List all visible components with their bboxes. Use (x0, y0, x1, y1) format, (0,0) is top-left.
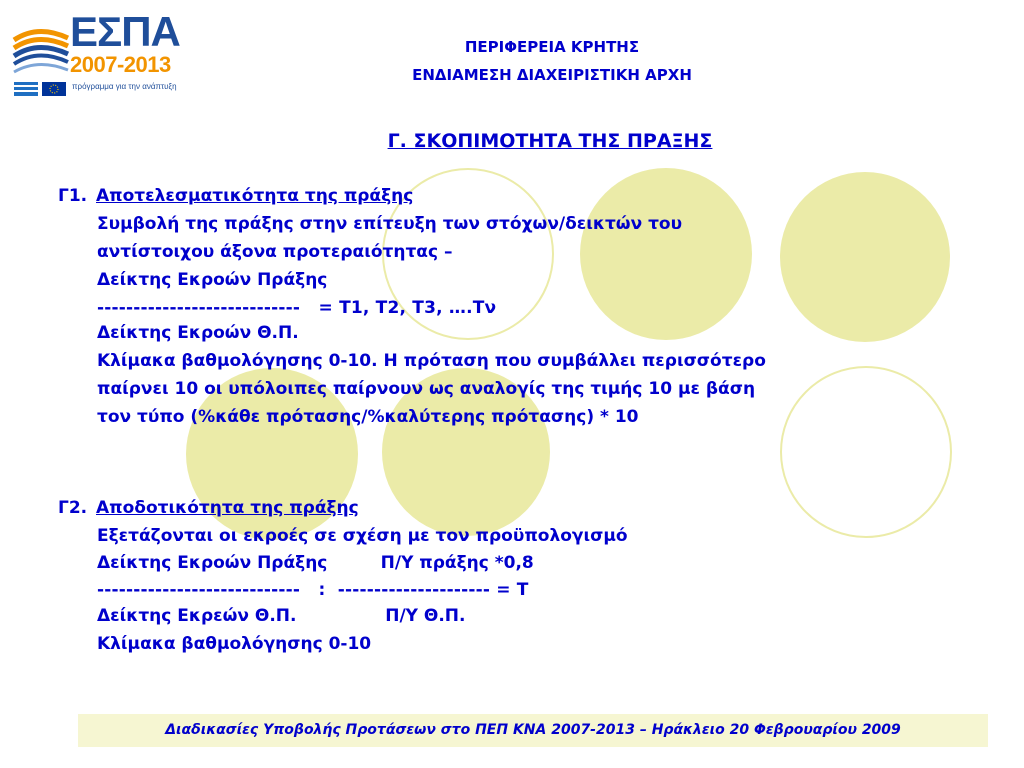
logo-name: ΕΣΠΑ (70, 8, 180, 55)
section2-line: Κλίμακα βαθμολόγησης 0-10 (97, 634, 372, 654)
footer-text: Διαδικασίες Υποβολής Προτάσεων στο ΠΕΠ ΚΝΑ 2007-2013 – Ηράκλειο 20 Φεβρουαρίου 2009 (165, 722, 901, 738)
decor-ring-bottom-right (780, 366, 952, 538)
section2-formula-line: ---------------------------- : --------------------- = Τ (97, 580, 529, 600)
section1-label: Γ1. (58, 186, 88, 206)
header-region: ΠΕΡΙΦΕΡΕΙΑ ΚΡΗΤΗΣ (464, 38, 640, 56)
section1-heading: Αποτελεσματικότητα της πράξης (96, 186, 414, 206)
section1-line: Δείκτης Εκροών Πράξης (97, 270, 328, 290)
section1-line: Συμβολή της πράξης στην επίτευξη των στόχων/δεικτών του (97, 214, 683, 234)
section1-formula-line: ---------------------------- = Τ1, Τ2, Τ3, ….Τν (97, 298, 497, 318)
section1-line: Κλίμακα βαθμολόγησης 0-10. Η πρόταση που συμβάλλει περισσότερο (97, 351, 766, 371)
header-authority: ΕΝΔΙΑΜΕΣΗ ΔΙΑΧΕΙΡΙΣΤΙΚΗ ΑΡΧΗ (412, 66, 692, 84)
section2-label: Γ2. (58, 498, 88, 518)
decor-circle-top-right (780, 172, 950, 342)
slide-title: Γ. ΣΚΟΠΙΜΟΤΗΤΑ ΤΗΣ ΠΡΑΞΗΣ (387, 130, 713, 152)
section2-heading: Αποδοτικότητα της πράξης (96, 498, 359, 518)
decor-circle-top-mid (580, 168, 752, 340)
logo-years: 2007-2013 (70, 52, 171, 77)
espa-logo (12, 8, 180, 98)
section1-line: παίρνει 10 οι υπόλοιπες παίρνουν ως αναλογίς της τιμής 10 με βάση (97, 379, 756, 399)
section2-line: Δείκτης Εκροών Πράξης Π/Υ πράξης *0,8 (97, 553, 534, 573)
section1-line: τον τύπο (%κάθε πρότασης/%καλύτερης πρότασης) * 10 (97, 407, 639, 427)
logo-tagline: πρόγραμμα για την ανάπτυξη (72, 82, 177, 91)
section1-line: Δείκτης Εκροών Θ.Π. (97, 323, 299, 343)
section2-line: Εξετάζονται οι εκροές σε σχέση με τον προϋπολογισμό (97, 526, 628, 546)
section1-line: αντίστοιχου άξονα προτεραιότητας – (97, 242, 453, 262)
section2-line: Δείκτης Εκρεών Θ.Π. Π/Υ Θ.Π. (97, 606, 466, 626)
